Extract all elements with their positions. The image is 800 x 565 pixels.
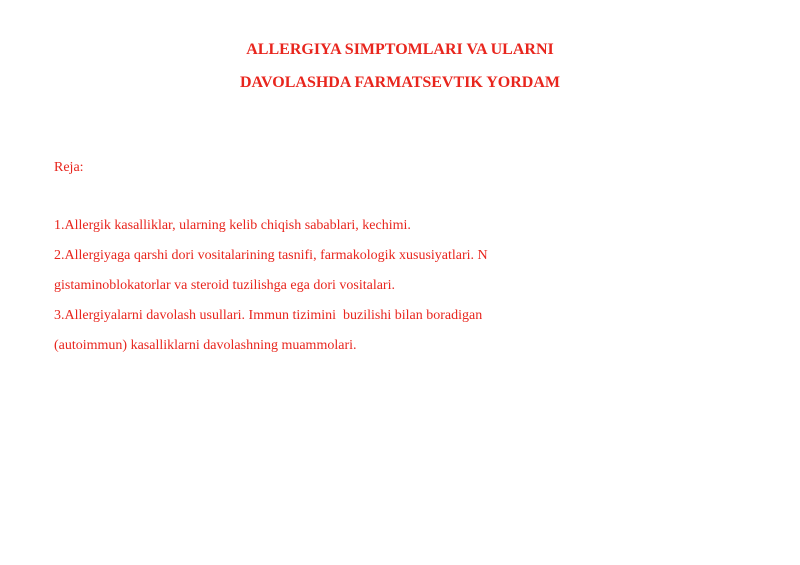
plan-heading: Reja: (54, 160, 84, 175)
plan-line-4: 3.Allergiyalarni davolash usullari. Immun tizimini buzilishi bilan boradigan (54, 308, 483, 323)
document-title-line-2: DAVOLASHDA FARMATSEVTIK YORDAM (240, 74, 560, 91)
plan-line-5: (autoimmun) kasalliklarni davolashning muammolari. (54, 338, 357, 353)
plan-line-3: gistaminoblokatorlar va steroid tuzilishga ega dori vositalari. (54, 278, 395, 293)
plan-line-1: 1.Allergik kasalliklar, ularning kelib chiqish sabablari, kechimi. (54, 218, 411, 233)
plan-line-2: 2.Allergiyaga qarshi dori vositalarining tasnifi, farmakologik xususiyatlari. N (54, 248, 488, 263)
document-title-line-1: ALLERGIYA SIMPTOMLARI VA ULARNI (246, 41, 554, 58)
